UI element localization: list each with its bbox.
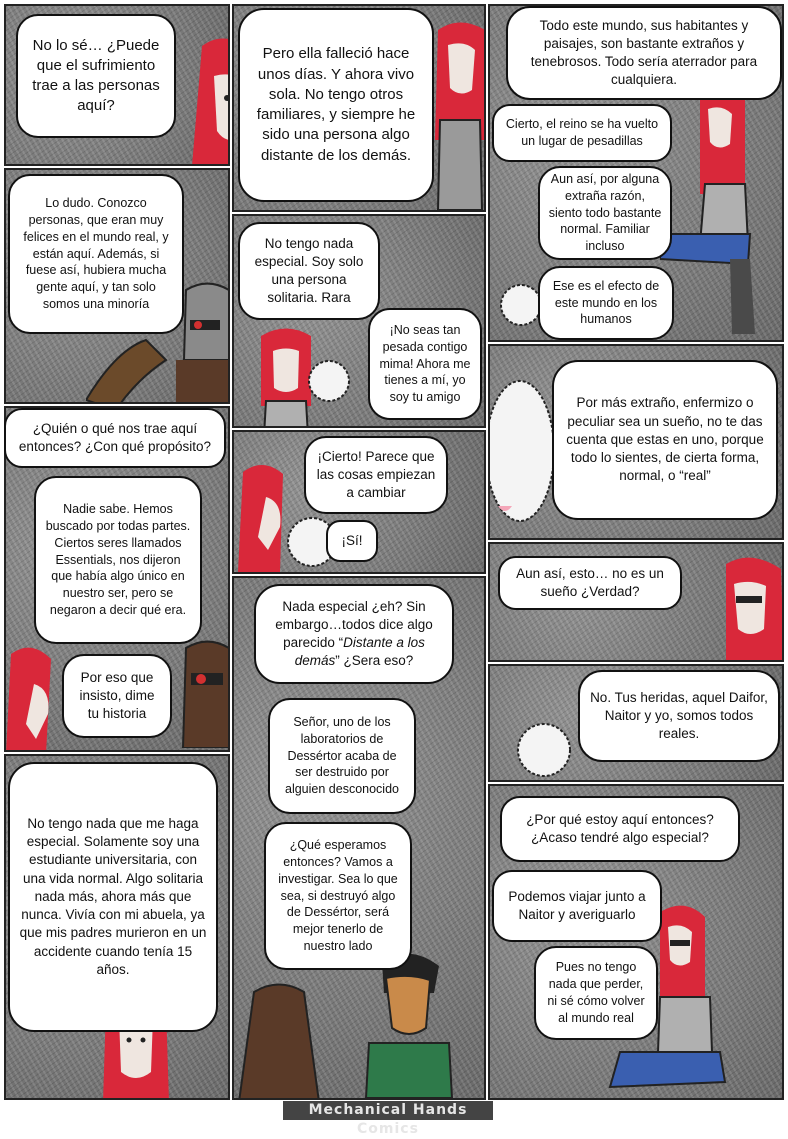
masked-man-hood — [181, 638, 230, 748]
speech-bubble-16: Cierto, el reino se ha vuelto un lugar de pesadillas — [492, 104, 672, 162]
girl-sunglasses — [716, 554, 784, 662]
speech-bubble-2: Lo dudo. Conozco personas, que eran muy felices en el mundo real, y están aquí. Además, si fuese así, hubiera mucha gente aquí, y tan solo somos una minoría — [8, 174, 184, 334]
speech-bubble-14: ¿Qué esperamos entonces? Vamos a investigar. Sea lo que sea, si destruyó algo de Dessértor, será mejor tenerlo de nuestro lado — [264, 822, 412, 970]
speech-bubble-4: Nadie sabe. Hemos buscado por todas partes. Ciertos seres llamados Essentials, nos dijeron que había algo único en nuestro ser, pero se negaron a decir qué era. — [34, 476, 202, 644]
speech-bubble-17: Aun así, por alguna extraña razón, siento todo bastante normal. Familiar incluso — [538, 166, 672, 260]
speech-bubble-6: No tengo nada que me haga especial. Solamente soy una estudiante universitaria, con una vida normal. Algo solitaria nada más, ahora más que nunca. Vivía con mi abuela, ya que mis padres murieron en un accidente cuando tenía 15 años. — [8, 762, 218, 1032]
speech-bubble-24: Pues no tengo nada que perder, ni sé cómo volver al mundo real — [534, 946, 658, 1040]
hooded-figure — [234, 982, 324, 1100]
speech-bubble-5: Por eso que insisto, dime tu historia — [62, 654, 172, 738]
white-creature-2 — [514, 720, 574, 780]
white-creature-small — [304, 356, 354, 406]
girl-standing — [430, 20, 486, 210]
watermark-banner: Mechanical Hands Comics — [283, 1101, 493, 1120]
speech-bubble-9: ¡No seas tan pesada contigo mima! Ahora me tienes a mí, yo soy tu amigo — [368, 308, 482, 420]
girl-profile-2 — [238, 462, 288, 572]
masked-man — [176, 280, 230, 404]
girl-profile — [6, 644, 56, 752]
speech-bubble-15: Todo este mundo, sus habitantes y paisajes, son bastante extraños y tenebrosos. Todo sería aterrador para cualquiera. — [506, 6, 782, 100]
speech-bubble-13: Señor, uno de los laboratorios de Dessértor acaba de ser destruido por alguien desconocido — [268, 698, 416, 814]
speech-bubble-18: Ese es el efecto de este mundo en los humanos — [538, 266, 674, 340]
speech-bubble-21: No. Tus heridas, aquel Daifor, Naitor y yo, somos todos reales. — [578, 670, 780, 762]
speech-bubble-1: No lo sé… ¿Puede que el sufrimiento trae a las personas aquí? — [16, 14, 176, 138]
speech-bubble-3: ¿Quién o qué nos trae aquí entonces? ¿Con qué propósito? — [4, 408, 226, 468]
speech-bubble-11: ¡Sí! — [326, 520, 378, 562]
emphasis-text: Distante a los demás — [294, 635, 425, 669]
hand — [86, 330, 176, 404]
boy-green-jacket — [364, 948, 454, 1098]
speech-bubble-22: ¿Por qué estoy aquí entonces? ¿Acaso tendré algo especial? — [500, 796, 740, 862]
girl-face — [192, 36, 230, 166]
girl-sitting — [660, 84, 780, 342]
speech-bubble-23: Podemos viajar junto a Naitor y averiguarlo — [492, 870, 662, 942]
speech-bubble-10: ¡Cierto! Parece que las cosas empiezan a cambiar — [304, 436, 448, 514]
white-creature-large — [490, 376, 560, 526]
speech-bubble-20: Aun así, esto… no es un sueño ¿Verdad? — [498, 556, 682, 610]
speech-bubble-19: Por más extraño, enfermizo o peculiar sea un sueño, no te das cuenta que estas en uno, porque todo lo sientes, de cierta forma, normal, o “real” — [552, 360, 778, 520]
speech-bubble-12: Nada especial ¿eh? Sin embargo…todos dice algo parecido “Distante a los demás” ¿Sera eso? — [254, 584, 454, 684]
speech-bubble-8: No tengo nada especial. Soy solo una persona solitaria. Rara — [238, 222, 380, 320]
speech-bubble-7: Pero ella falleció hace unos días. Y ahora vivo sola. No tengo otros familiares, y siempre he sido una persona algo distante de los demás. — [238, 8, 434, 202]
